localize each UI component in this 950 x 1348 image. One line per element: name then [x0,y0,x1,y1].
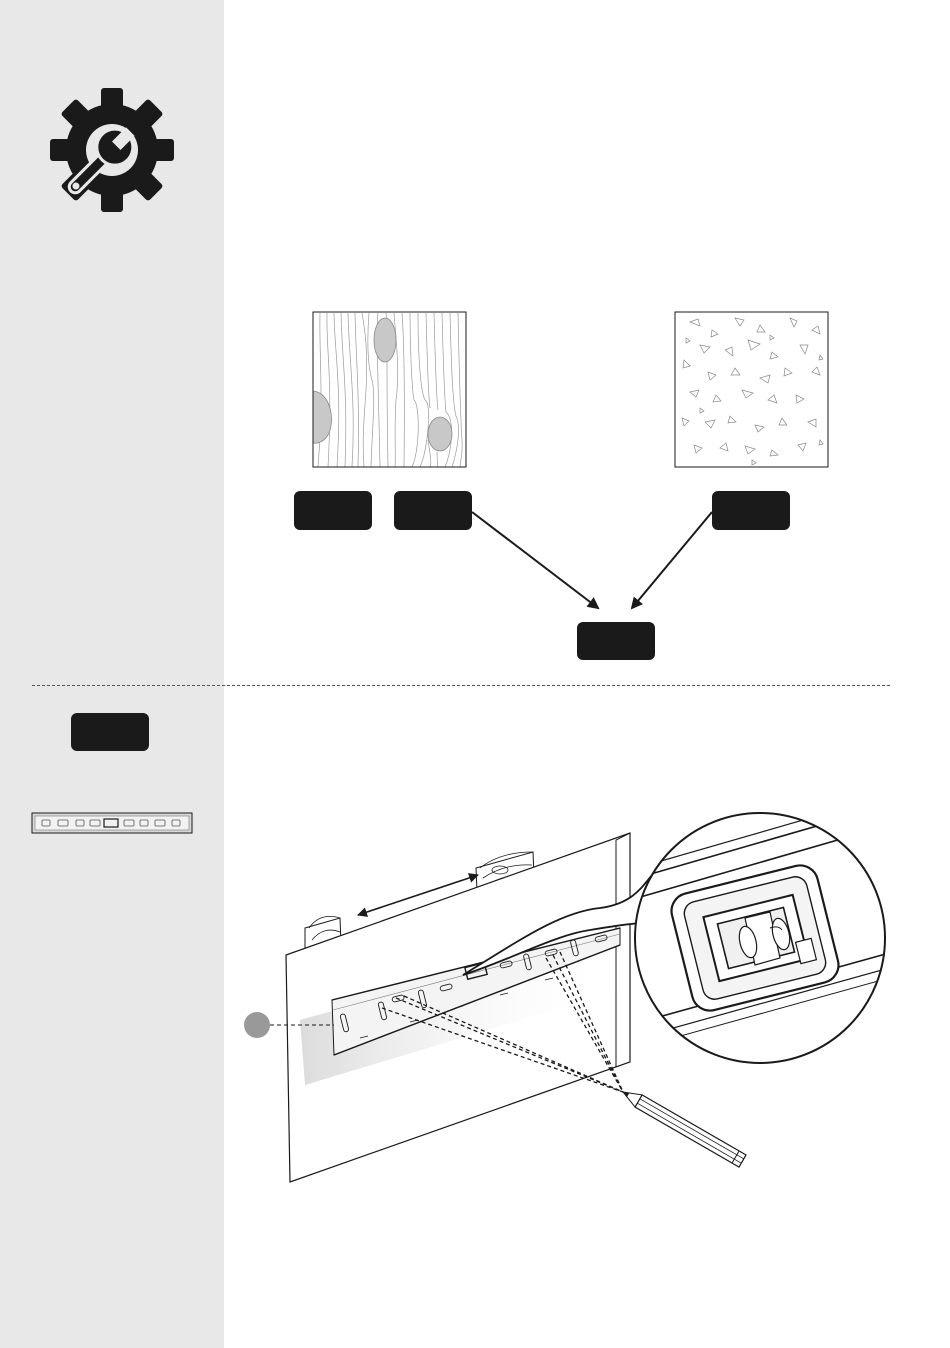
section-divider [32,685,890,686]
result-label [577,622,655,660]
wood-stud-swatch [313,312,466,467]
zoom-detail [630,792,900,1063]
step-part-label [71,713,149,751]
concrete-swatch [675,312,828,467]
concrete-label [712,491,790,530]
flow-arrow-wood [472,512,598,608]
flow-arrow-concrete [632,512,712,608]
callout-marker-icon [244,1012,270,1038]
wood-label-b [394,491,472,530]
bracket-thumbnail [32,813,192,833]
wood-label-a [294,491,372,530]
pencil-icon [620,1086,747,1167]
